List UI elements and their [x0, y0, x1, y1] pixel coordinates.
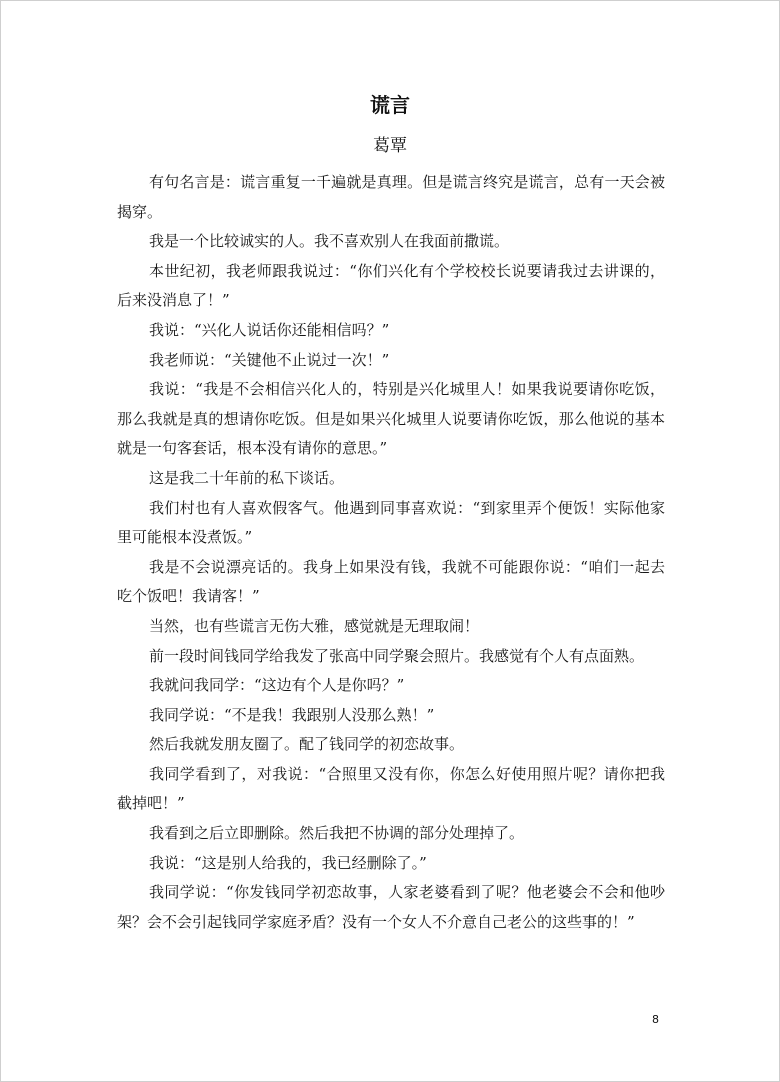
- paragraph: 我说：“我是不会相信兴化人的，特别是兴化城里人！如果我说要请你吃饭，那么我就是真的想请你吃饭。但是如果兴化城里人说要请你吃饭，那么他说的基本就是一句客套话，根本没有请你的意思。”: [117, 380, 665, 458]
- paragraph: 我说：“兴化人说话你还能相信吗？”: [149, 320, 390, 339]
- paragraph: 我是一个比较诚实的人。我不喜欢别人在我面前撒谎。: [149, 232, 510, 251]
- paragraph: 我是不会说漂亮话的。我身上如果没有钱，我就不可能跟你说：“咱们一起去吃个饭吧！我请客！”: [117, 557, 665, 606]
- author-name: 葛覃: [373, 136, 407, 156]
- paragraph: 然后我就发朋友圈了。配了钱同学的初恋故事。: [149, 735, 465, 754]
- page-title: 谎言: [370, 93, 410, 117]
- paragraph: 我看到之后立即删除。然后我把不协调的部分处理掉了。: [149, 824, 525, 843]
- paragraph: 这是我二十年前的私下谈话。: [149, 468, 345, 487]
- paragraph: 我同学看到了，对我说：“合照里又没有你，你怎么好使用照片呢？请你把我截掉吧！”: [117, 764, 665, 813]
- paragraph: 当然，也有些谎言无伤大雅，感觉就是无理取闹！: [149, 616, 480, 635]
- paragraph: 我们村也有人喜欢假客气。他遇到同事喜欢说：“到家里弄个便饭！实际他家里可能根本没煮饭。”: [117, 498, 665, 547]
- paragraph: 我说：“这是别人给我的，我已经删除了。”: [149, 853, 427, 872]
- paragraph: 我老师说：“关键他不止说过一次！”: [149, 350, 390, 369]
- article-body: [117, 168, 665, 937]
- paragraph: 我同学说：“你发钱同学初恋故事，人家老婆看到了呢？他老婆会不会和他吵架？会不会引起钱同学家庭矛盾？没有一个女人不介意自己老公的这些事的！”: [117, 883, 665, 931]
- paragraph: 有句名言是：谎言重复一千遍就是真理。但是谎言终究是谎言，总有一天会被揭穿。: [117, 173, 665, 221]
- paragraph: 我同学说：“不是我！我跟别人没那么熟！”: [149, 705, 435, 724]
- paragraph: 本世纪初，我老师跟我说过：“你们兴化有个学校校长说要请我过去讲课的，后来没消息了！”: [117, 261, 665, 310]
- page-number: 8: [652, 1013, 659, 1026]
- paragraph: 前一段时间钱同学给我发了张高中同学聚会照片。我感觉有个人有点面熟。: [149, 646, 645, 665]
- paragraph: 我就问我同学：“这边有个人是你吗？”: [149, 676, 405, 695]
